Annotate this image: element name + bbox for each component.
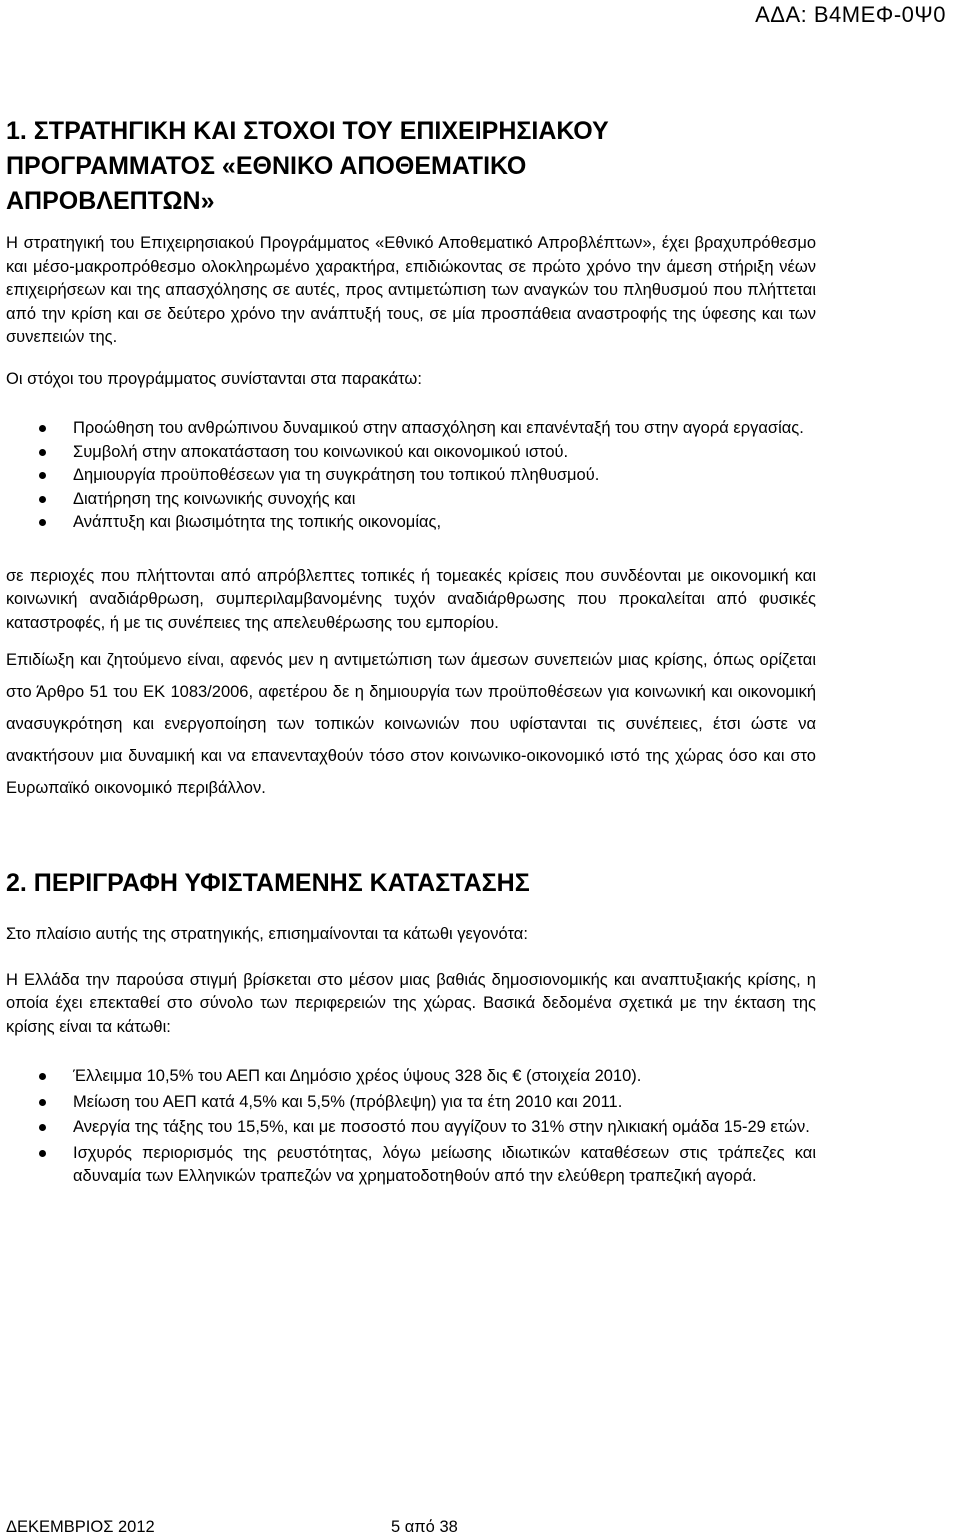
ada-code: ΑΔΑ: Β4ΜΕΦ-0Ψ0 xyxy=(755,2,946,27)
list-item: Μείωση του ΑΕΠ κατά 4,5% και 5,5% (πρόβλεψη) για τα έτη 2010 και 2011. xyxy=(6,1091,816,1115)
list-item: Ανεργία της τάξης του 15,5%, και με ποσοστό που αγγίζουν το 31% στην ηλικιακή ομάδα 15-29 ετών. xyxy=(6,1116,816,1140)
page-number: 5 από 38 xyxy=(391,1518,458,1536)
section1-title-line3: ΑΠΡΟΒΛΕΠΤΩΝ» xyxy=(6,187,215,215)
list-item: Ισχυρός περιορισμός της ρευστότητας, λόγω μείωσης ιδιωτικών καταθέσεων στις τράπεζες και αδυναμία των Ελληνικών τραπεζών να χρηματοδοτηθούν από την ελεύθερη τραπεζική αγορά. xyxy=(6,1142,816,1189)
strategy-paragraph: Η στρατηγική του Επιχειρησιακού Προγράμματος «Εθνικό Αποθεματικό Απροβλέπτων», έχει βραχυπρόθεσμο και μέσο-μακροπρόθεσμο ολοκληρωμένο χαρακτήρα, επιδιώκοντας σε πρώτο χρόνο την άμεση στήριξη νέων επιχειρήσεων και της απασχόλησης σε αυτές, προς αντιμετώπιση των αναγκών του πληθυσμού που πλήττεται από την κρίση και σε δεύτερο χρόνο την ανάπτυξή τους, σε μία προσπάθεια αναστροφής της ύφεσης και των συνεπειών της. xyxy=(6,234,816,346)
footer-date: ΔΕΚΕΜΒΡΙΟΣ 2012 xyxy=(6,1518,155,1536)
facts-list xyxy=(6,1065,816,1189)
regions-paragraph: σε περιοχές που πλήττονται από απρόβλεπτες τοπικές ή τομεακές κρίσεις που συνδέονται με οικονομική και κοινωνική αναδιάρθρωση, συμπεριλαμβανομένης τυχόν αναδιάρθρωσης που προκαλείται από φυσικές καταστροφές, ή με τις συνέπειες της απελευθέρωσης του εμπορίου. xyxy=(6,566,816,632)
list-item: Ανάπτυξη και βιωσιμότητα της τοπικής οικονομίας, xyxy=(6,511,816,535)
goals-intro: Οι στόχοι του προγράμματος συνίστανται στα παρακάτω: xyxy=(6,369,422,388)
section1-title xyxy=(6,114,816,219)
list-item: Δημιουργία προϋποθέσεων για τη συγκράτηση του τοπικού πληθυσμού. xyxy=(6,464,816,488)
goals-list xyxy=(6,417,816,535)
list-item: Διατήρηση της κοινωνικής συνοχής και xyxy=(6,488,816,512)
list-item: Προώθηση του ανθρώπινου δυναμικού στην απασχόληση και επανένταξή του στην αγορά εργασίας. xyxy=(6,417,816,441)
section1-title-line2: ΠΡΟΓΡΑΜΜΑΤΟΣ «ΕΘΝΙΚΟ ΑΠΟΘΕΜΑΤΙΚΟ xyxy=(6,152,527,180)
crisis-paragraph: Η Ελλάδα την παρούσα στιγμή βρίσκεται στο μέσον μιας βαθιάς δημοσιονομικής και αναπτυξιακής κρίσης, η οποία έχει επεκταθεί στο σύνολο των περιφερειών της χώρας. Βασικά δεδομένα σχετικά με την έκταση της κρίσης είναι τα κάτωθι: xyxy=(6,970,816,1036)
section1-title-line1: 1. ΣΤΡΑΤΗΓΙΚΗ ΚΑΙ ΣΤΟΧΟΙ ΤΟΥ ΕΠΙΧΕΙΡΗΣΙΑΚΟΥ xyxy=(6,117,609,145)
section2-title: 2. ΠΕΡΙΓΡΑΦΗ ΥΦΙΣΤΑΜΕΝΗΣ ΚΑΤΑΣΤΑΣΗΣ xyxy=(6,869,530,897)
list-item: Συμβολή στην αποκατάσταση του κοινωνικού και οικονομικού ιστού. xyxy=(6,441,816,465)
list-item: Έλλειμμα 10,5% του ΑΕΠ και Δημόσιο χρέος ύψους 328 δις € (στοιχεία 2010). xyxy=(6,1065,816,1089)
section2-intro: Στο πλαίσιο αυτής της στρατηγικής, επισημαίνονται τα κάτωθι γεγονότα: xyxy=(6,925,528,943)
document-body xyxy=(6,114,816,1189)
pursuit-paragraph: Επιδίωξη και ζητούμενο είναι, αφενός μεν η αντιμετώπιση των άμεσων συνεπειών μιας κρίσης, όπως ορίζεται στο Άρθρο 51 του ΕΚ 1083/2006, αφετέρου δε η δημιουργία των προϋποθέσεων για κοινωνική και οικονομική ανασυγκρότηση και ενεργοποίηση των τοπικών κοινωνιών που υφίστανται τις συνέπειες, έτσι ώστε να ανακτήσουν μια δυναμική και να επανενταχθούν τόσο στον κοινωνικο-οικονομικό ιστό της χώρας όσο και στο Ευρωπαϊκό οικονομικό περιβάλλον. xyxy=(6,651,816,797)
